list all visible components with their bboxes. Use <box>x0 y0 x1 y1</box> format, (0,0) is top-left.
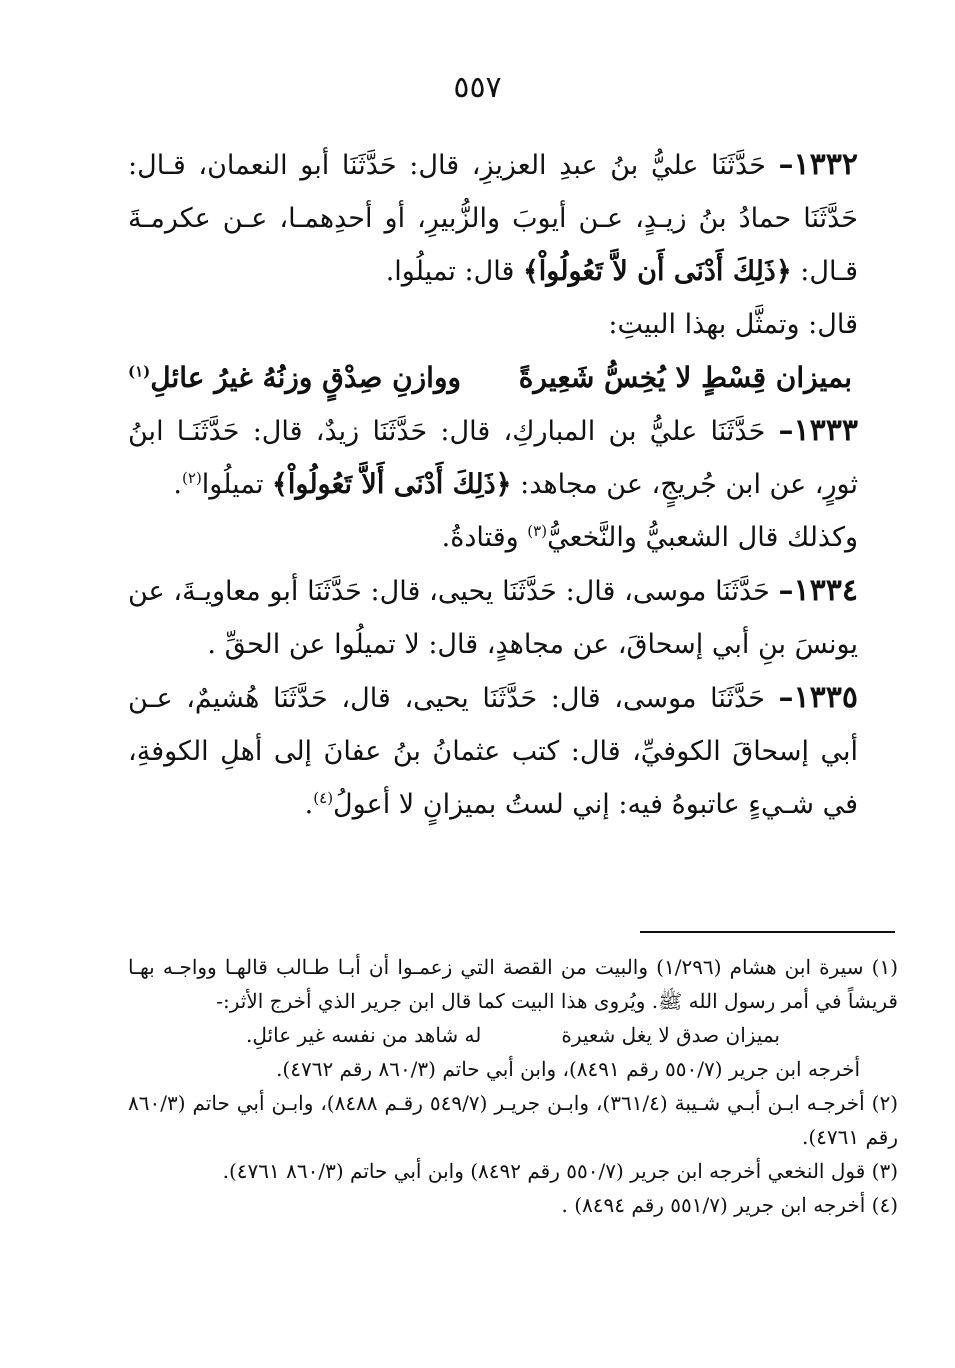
hadith-text: . <box>173 469 183 500</box>
verse-second-text: ووازنِ صِدْقٍ وزنُهُ غيرُ عائلِ <box>150 361 462 394</box>
footnote-1: (١) سيرة ابن هشام (١/٢٩٦) والبيت من القصة التي زعمـوا أن أبـا طـالب قالهـا وواجـه بهـا قريشاً في أمر رسول الله ﷺ. ويُروى هذا البيت كما قال ابن جرير الذي أخرج الأثر:- <box>128 955 898 1013</box>
footnote-marker: (٤) <box>313 789 334 807</box>
hadith-text: حَدَّثَنَا عليُّ بن المباركِ، قال: حَدَّثَنَا زيدٌ، قال: حَدَّثَنَـا ابنُ ثورٍ، عن ابن جُريجٍ، عن مجاهد: <box>128 416 858 500</box>
hadith-text: حَدَّثَنَا موسى، قال: حَدَّثَنَا يحيى، قال، حَدَّثَنَا هُشيمٌ، عـن أبي إسحاقَ الكوفيِّ، قال: كتب عثمانُ بنُ عفانَ إلى أهلِ الكوفةِ، في شـيءٍ عاتبوهُ فيه: إني لستُ بميزانٍ لا أعولُ <box>128 683 858 820</box>
verse-first-hemistich: بميزان قِسْطٍ لا يُخِسُّ شَعِيرةً <box>518 361 852 394</box>
footnote-marker: (١) <box>128 362 151 381</box>
main-text <box>128 138 858 831</box>
footnote-verse-second: له شاهد من نفسه غير عائلِ. <box>246 1023 482 1047</box>
hadith-text: تميلُوا <box>201 469 273 500</box>
footnote-3: (٣) قول النخعي أخرجه ابن جرير (٥٥٠/٧ رقم ٨٤٩٢) وابن أبي حاتم (٨٦٠/٣ ٤٧٦١). <box>222 1159 898 1183</box>
note-text: وقتادةُ. <box>441 522 528 553</box>
footnote-2: (٢) أخرجـه ابـن أبـي شـيبة (٣٦١/٤)، وابـن جريـر (٥٤٩/٧ رقـم ٨٤٨٨)، وابـن أبي حاتم (٨٦٠/٣ رقم ٤٧٦١). <box>128 1091 899 1149</box>
hadith-text: حَدَّثَنَا موسى، قال: حَدَّثَنَا يحيى، قال: حَدَّثَنَا أبو معاويـةَ، عن يونسَ بنِ أبي إسحاقَ، عن مجاهدٍ، قال: لا تميلُوا عن الحقِّ . <box>128 576 858 660</box>
hadith-text: . <box>304 789 314 820</box>
footnote-marker: (٣) <box>527 522 548 540</box>
hadith-number: ١٣٣٢– <box>778 147 858 182</box>
verse-second-hemistich <box>128 351 461 404</box>
hadith-text: حَدَّثَنَا عليُّ بنُ عبدِ العزيزِ، قال: حَدَّثَنَا أبو النعمان، قـال: حَدَّثَنَا حمادُ بنُ زيـدٍ، عـن أيوبَ والزُّبيرِ، أو أحدِهمـا، عـن عكرمـةَ قـال: <box>128 150 858 287</box>
hadith-1332 <box>128 138 858 298</box>
hadith-1335 <box>128 671 858 831</box>
hadith-1333 <box>128 404 858 511</box>
page-number: ٥٥٧ <box>453 70 502 105</box>
footnote-1-verse <box>128 1018 898 1052</box>
footnote-1-source: أخرجه ابن جرير (٥٥٠/٧ رقم ٨٤٩١)، وابن أبي حاتم (٨٦٠/٣ رقم ٤٧٦٢). <box>276 1057 860 1081</box>
hadith-1334 <box>128 564 858 671</box>
hadith-number: ١٣٣٤– <box>778 573 858 608</box>
hadith-1332-intro: قال: وتمثَّل بهذا البيتِ: <box>608 309 858 340</box>
note-text: وكذلك قال الشعبيُّ والنَّخعيُّ <box>547 522 858 553</box>
footnotes <box>128 950 898 1222</box>
hadith-1333-note <box>128 511 858 564</box>
footnote-4: (٤) أخرجه ابن جرير (٥٥١/٧ رقم ٨٤٩٤) . <box>561 1193 898 1217</box>
footnote-marker: (٢) <box>182 469 202 487</box>
hadith-number: ١٣٣٥– <box>778 680 858 715</box>
footnote-verse-first: بميزان صدق لا يغل شعيرة <box>561 1023 780 1047</box>
hadith-text: قال: تميلُوا. <box>385 256 523 287</box>
poetry-verse <box>128 351 858 404</box>
quran-quote: ﴿ذَلِكَ أَدْنَى أَلاَّ تَعُولُواْ﴾ <box>272 469 512 500</box>
footnote-divider <box>640 931 895 933</box>
hadith-number: ١٣٣٣– <box>778 413 858 448</box>
quran-quote: ﴿ذَلِكَ أَدْنَى أَن لاَّ تَعُولُواْ﴾ <box>522 256 792 287</box>
